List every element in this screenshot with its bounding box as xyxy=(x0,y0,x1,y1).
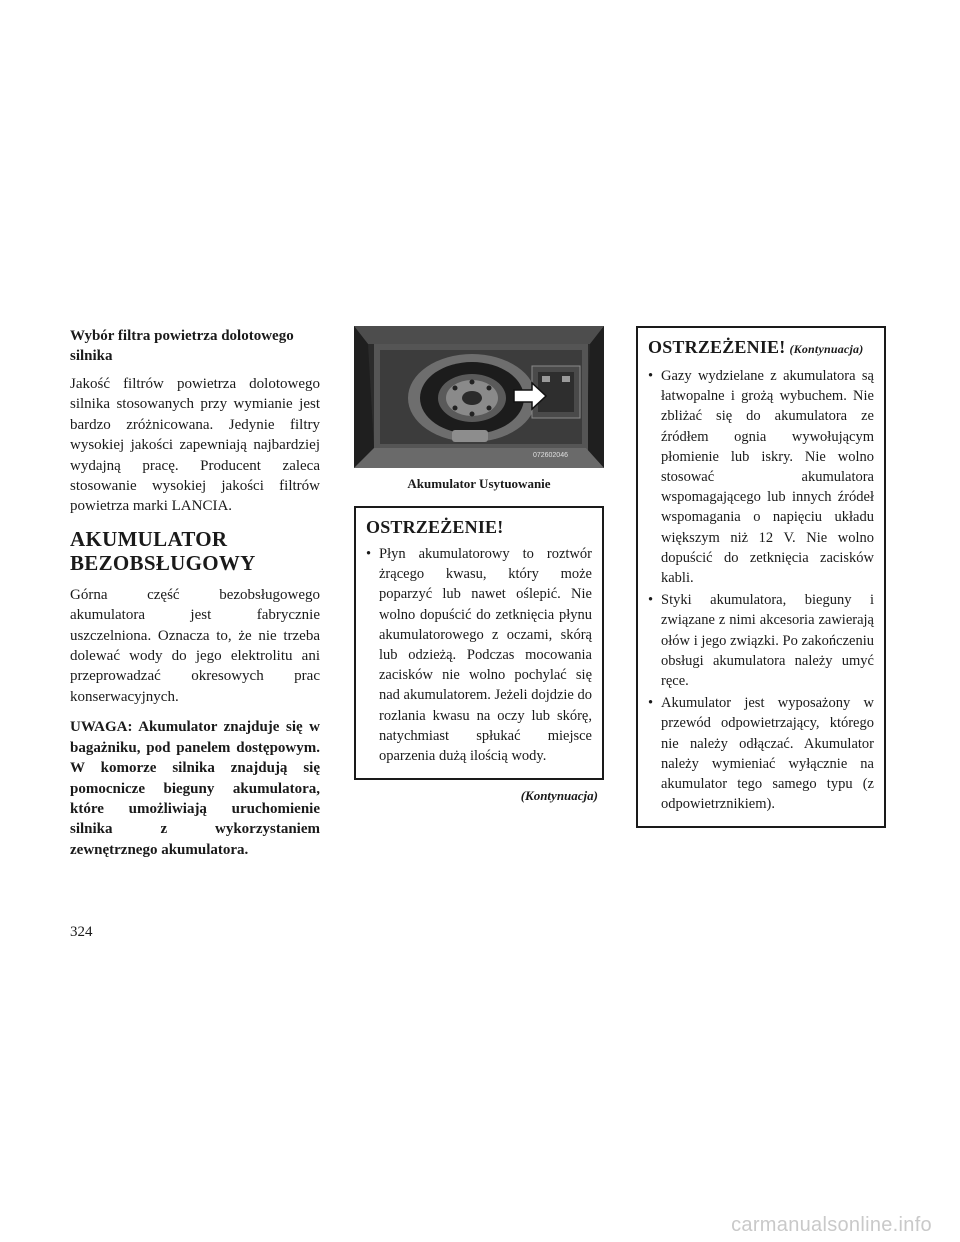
warning-box-2 xyxy=(636,326,886,828)
paragraph-battery: Górna część bezobsługowego akumulatora jest fabrycznie uszczelniona. Oznacza to, że nie trzeba dolewać wody do jego elektrolitu ani przeprowadzać okresowych prac konserwacyjnych. xyxy=(70,586,320,705)
warning-title-1: OSTRZEŻENIE! xyxy=(366,517,504,537)
subheading-air-filter: Wybór filtra powietrza dolotowego silnika xyxy=(70,328,294,364)
warning-item: • Gazy wydzielane z akumulatora są łatwopalne i grożą wybuchem. Nie zbliżać się do akumulatora ze źródłem ognia wywołującym płomienie lub iskry. Nie wolno stosować akumulatora wspomagającego lub innych źródeł wspomagania o napięciu układu większym niż 12 V. Nie wolno dopuścić do zetknięcia zacisków kabli. xyxy=(648,368,874,587)
figure-caption: Akumulator Usytuowanie xyxy=(407,476,551,491)
warning-box-1 xyxy=(354,506,604,780)
warning-title-2: OSTRZEŻENIE! (Kontynuacja) xyxy=(648,337,864,357)
warning-item: • Akumulator jest wyposażony w przewód odpowietrzający, którego nie należy odłączać. Akumulator należy wymieniać wyłącznie na akumulator tego samego typu (z odpowietrznikiem). xyxy=(648,695,874,813)
bullet-icon: • xyxy=(648,592,654,609)
right-column xyxy=(636,326,886,828)
warning-item: • Styki akumulatora, bieguny i związane z nimi akcesoria zawierają ołów i jego związki. Po zakończeniu obsługi akumulatora należy umyć ręce. xyxy=(648,592,874,690)
watermark: carmanualsonline.info xyxy=(731,1214,932,1236)
battery-location-figure xyxy=(354,326,604,468)
warning-item: • Płyn akumulatorowy to roztwór żrącego kwasu, który może poparzyć lub nawet oślepić. Nie wolno dopuścić do zetknięcia płynu akumulatorowego z oczami, skórą lub odzieżą. Podczas mocowania zacisków nie wolno pochylać się nad akumulatorem. Jeżeli dojdzie do rozlania kwasu na oczy lub skórę, natychmiast spłukać miejsce oparzenia dużą ilością wody. xyxy=(366,546,592,765)
continued-label: (Kontynuacja) xyxy=(520,788,598,804)
section-title-battery: AKUMULATOR BEZOBSŁUGOWY xyxy=(70,526,256,575)
paragraph-air-filter: Jakość filtrów powietrza dolotowego silnika stosowanych przy wymianie jest bardzo zróżnicowana. Jedynie filtry wysokiej jakości zapewniają najbardziej wydajną pracę. Producent zaleca stosowanie wysokiej jakości filtrów powietrza marki LANCIA. xyxy=(70,376,320,515)
page-number: 324 xyxy=(70,924,93,940)
warning-title-continued: (Kontynuacja) xyxy=(789,342,864,356)
bullet-icon: • xyxy=(648,695,654,712)
left-column xyxy=(70,326,320,860)
figure-code: 072602046 xyxy=(532,452,568,459)
trunk-illustration xyxy=(354,326,604,468)
warning-list-1 xyxy=(366,544,592,766)
bullet-icon: • xyxy=(648,368,654,384)
warning-list-2 xyxy=(648,366,874,814)
note-battery-location: UWAGA: Akumulator znajduje się w bagażniku, pod panelem dostępowym. W komorze silnika znajdują się pomocnicze bieguny akumulatora, które umożliwiają uruchomienie silnika z wykorzystaniem zewnętrznego akumulatora. xyxy=(70,719,320,858)
middle-column xyxy=(354,326,604,804)
bullet-icon: • xyxy=(366,546,372,562)
